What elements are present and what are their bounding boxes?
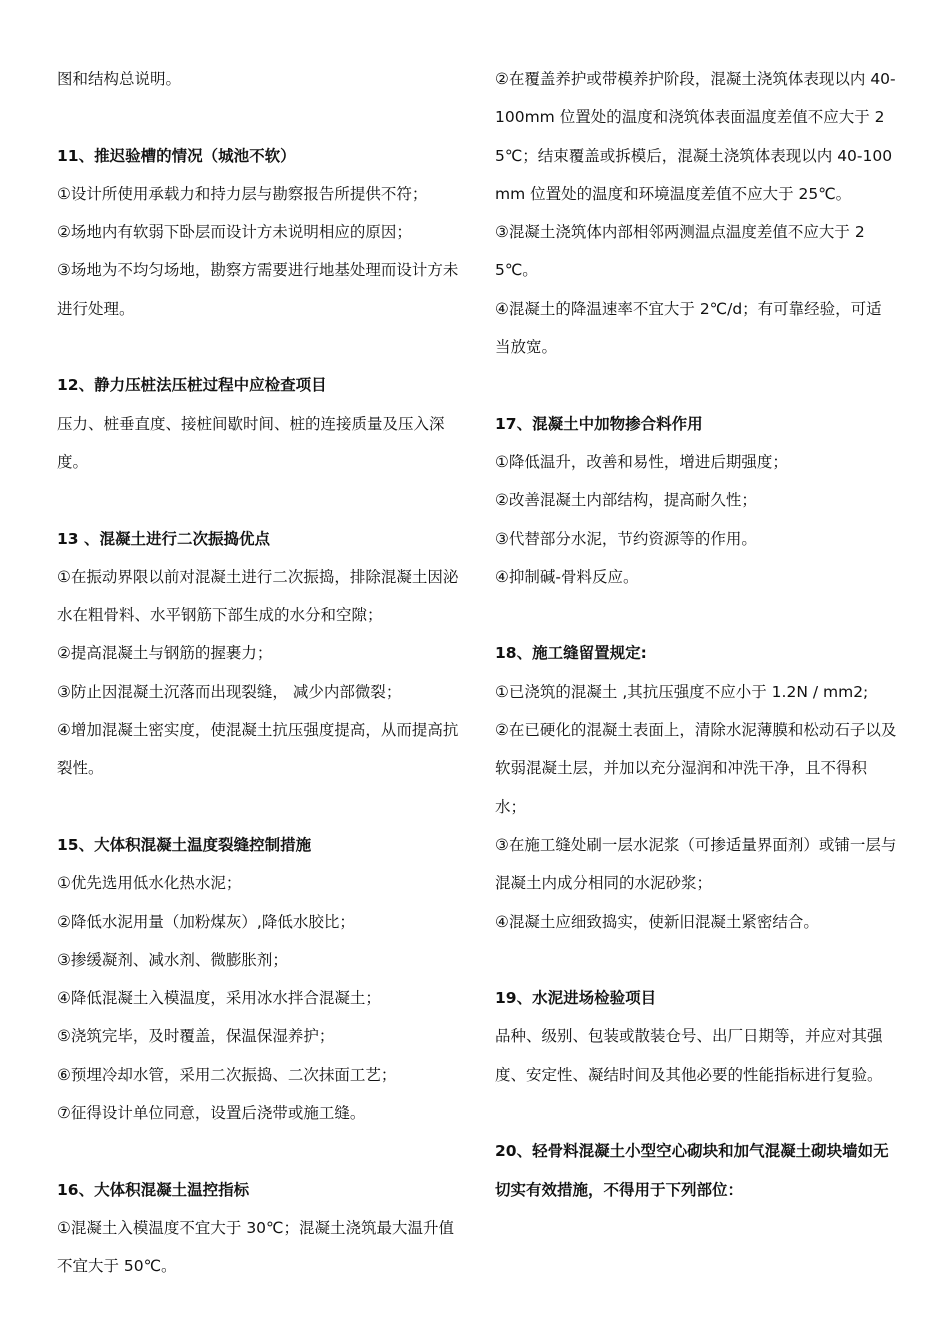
section-18-item-3: ③在施工缝处刷一层水泥浆（可掺适量界面剂）或铺一层与混凝土内成分相同的水泥砂浆；	[495, 835, 897, 893]
section-15-item-2: ②降低水泥用量（加粉煤灰）,降低水胶比；	[57, 912, 355, 931]
section-15-item-6: ⑥预埋冷却水管，采用二次振捣、二次抹面工艺；	[57, 1065, 397, 1084]
section-13-heading: 13 、混凝土进行二次振捣优点	[57, 529, 270, 548]
section-13-item-1: ①在振动界限以前对混凝土进行二次振捣，排除混凝土因泌水在粗骨料、水平钢筋下部生成的水分和空隙；	[57, 567, 459, 625]
section-19-body: 品种、级别、包装或散装仓号、出厂日期等，并应对其强度、安定性、凝结时间及其他必要的性能指标进行复验。	[495, 1027, 883, 1084]
section-11-item-3: ③场地为不均匀场地，勘察方需要进行地基处理而设计方未进行处理。	[57, 261, 459, 318]
section-17-item-2: ②改善混凝土内部结构，提高耐久性；	[495, 491, 757, 510]
right-column	[495, 60, 897, 1209]
section-13-item-2: ②提高混凝土与钢筋的握裹力；	[57, 644, 273, 663]
section-11-heading: 11、推迟验槽的情况（城池不软）	[57, 146, 296, 165]
section-18-item-1: ①已浇筑的混凝土 ,其抗压强度不应小于 1.2N / mm2;	[495, 682, 869, 701]
section-16-item-4: ④混凝土的降温速率不宜大于 2℃/d；有可靠经验，可适当放宽。	[495, 299, 882, 357]
section-15-item-3: ③掺缓凝剂、减水剂、微膨胀剂；	[57, 950, 288, 969]
section-16-item-3: ③混凝土浇筑体内部相邻两测温点温度差值不应大于 25℃。	[495, 223, 865, 280]
section-13-item-3: ③防止因混凝土沉落而出现裂缝， 减少内部微裂；	[57, 682, 402, 701]
section-18-heading: 18、施工缝留置规定:	[495, 644, 647, 663]
section-15-item-5: ⑤浇筑完毕，及时覆盖，保温保湿养护；	[57, 1027, 335, 1046]
section-17-heading: 17、混凝土中加物掺合料作用	[495, 414, 703, 433]
section-11-item-1: ①设计所使用承载力和持力层与勘察报告所提供不符；	[57, 184, 428, 203]
section-15-item-7: ⑦征得设计单位同意，设置后浇带或施工缝。	[57, 1104, 366, 1123]
section-12-heading: 12、静力压桩法压桩过程中应检查项目	[57, 376, 327, 395]
section-17-item-3: ③代替部分水泥，节约资源等的作用。	[495, 529, 757, 548]
section-19-heading: 19、水泥进场检验项目	[495, 989, 657, 1008]
section-18-item-4: ④混凝土应细致捣实，使新旧混凝土紧密结合。	[495, 912, 819, 931]
section-15-item-4: ④降低混凝土入模温度，采用冰水拌合混凝土；	[57, 989, 381, 1008]
left-column	[57, 60, 467, 1286]
section-20-heading: 20、轻骨料混凝土小型空心砌块和加气混凝土砌块墙如无切实有效措施，不得用于下列部位：	[495, 1142, 889, 1199]
section-15-item-1: ①优先选用低水化热水泥；	[57, 874, 242, 893]
section-13-item-4: ④增加混凝土密实度，使混凝土抗压强度提高，从而提高抗裂性。	[57, 721, 459, 778]
section-16-heading: 16、大体积混凝土温控指标	[57, 1180, 250, 1199]
section-12-body: 压力、桩垂直度、接桩间歇时间、桩的连接质量及压入深度。	[57, 414, 445, 471]
section-18-item-2: ②在已硬化的混凝土表面上，清除水泥薄膜和松动石子以及软弱混凝土层，并加以充分湿润和冲洗干净，且不得积水；	[495, 721, 897, 816]
section-15-heading: 15、大体积混凝土温度裂缝控制措施	[57, 835, 312, 854]
section-17-item-1: ①降低温升，改善和易性，增进后期强度；	[495, 452, 788, 471]
section-16-item-2: ②在覆盖养护或带模养护阶段，混凝土浇筑体表现以内 40-100mm 位置处的温度和浇筑体表面温度差值不应大于 25℃；结束覆盖或拆模后，混凝土浇筑体表现以内 40-100mm 位置处的温度和环境温度差值不应大于 25℃。	[495, 70, 896, 203]
section-17-item-4: ④抑制碱-骨料反应。	[495, 567, 639, 586]
intro-paragraph: 图和结构总说明。	[57, 70, 182, 88]
section-16-item-1: ①混凝土入模温度不宜大于 30℃；混凝土浇筑最大温升值不宜大于 50℃。	[57, 1218, 454, 1276]
section-11-item-2: ②场地内有软弱下卧层而设计方未说明相应的原因；	[57, 223, 412, 242]
